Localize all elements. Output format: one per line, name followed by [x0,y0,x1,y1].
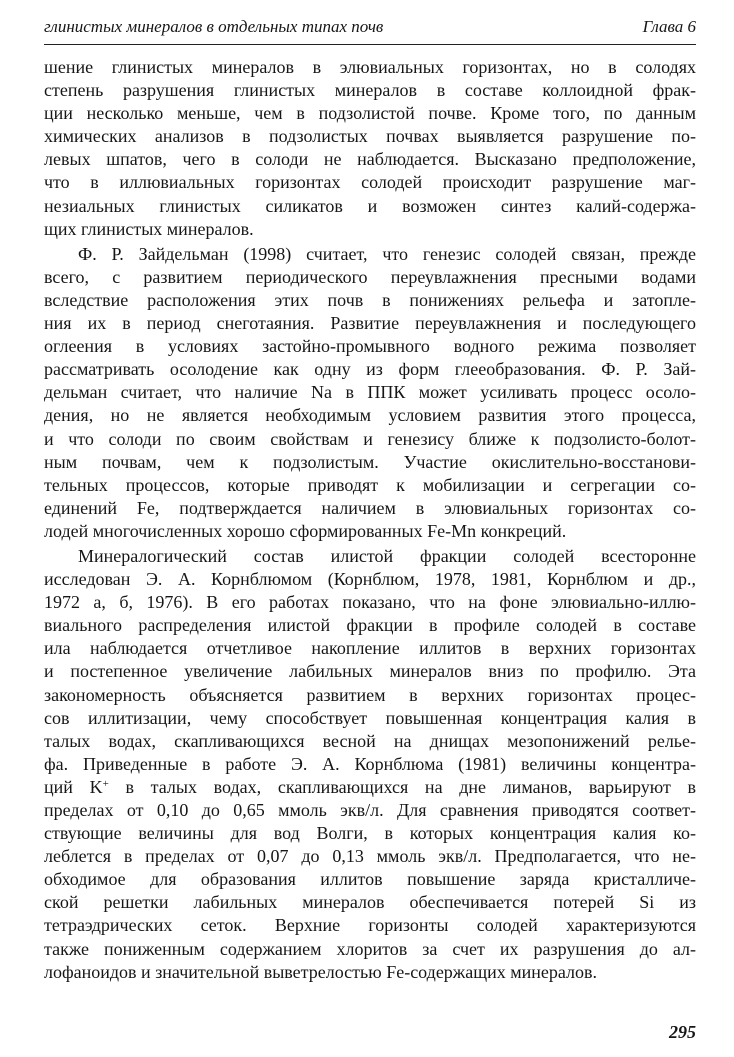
text-line: щих глинистых минералов. [44,218,254,239]
text-line: левых шпатов, чего в солоди не наблюдается. Высказано предположение, [44,149,696,170]
text-line: Ф. Р. Зайдельман (1998) считает, что генезис солодей связан, прежде [78,243,696,264]
text-line: и что солоди по своим свойствам и генезису ближе к подзолисто-болот- [44,428,696,449]
text-line: и постепенное увеличение лабильных минералов вниз по профилю. Эта [44,661,696,682]
text-line: талых водах, скапливающихся весной на днищах мезопонижений релье- [44,730,696,751]
text-line: ила наблюдается отчетливое накопление иллитов в верхних горизонтах [44,638,696,659]
text-line: всего, с развитием периодического переувлажнения пресными водами [44,266,696,287]
text-line: виального распределения илистой фракции в профиле солодей в составе [44,615,696,636]
text-line: Минералогический состав илистой фракции солодей всесторонне [78,545,696,566]
text-line: сов иллитизации, чему способствует повышенная концентрация калия в [44,707,696,728]
text-line: ным почвам, чем к подзолистым. Участие окислительно-восстанови- [44,451,696,472]
text-line: лофаноидов и значительной выветрелостью Fe-содержащих минералов. [44,961,597,982]
chapter-label: Глава 6 [642,17,696,36]
page-number: 295 [669,1022,696,1042]
text-line: тельных процессов, которые приводят к мобилизации и сегрегации со- [44,474,696,495]
paragraph [44,545,696,984]
text-line: степень разрушения глинистых минералов в составе коллоидной фрак- [44,80,696,101]
text-line: ской решетки лабильных минералов обеспечивается потерей Si из [44,892,696,913]
text-line: лодей многочисленных хорошо сформированных Fe-Mn конкреций. [44,520,567,541]
text-line: 1972 а, б, 1976). В его работах показано, что на фоне элювиально-иллю- [44,592,696,613]
text-line: дения, но не является необходимым условием развития этого процесса, [44,405,696,426]
text-line: пределах от 0,10 до 0,65 ммоль экв/л. Для сравнения приводятся соответ- [44,800,696,820]
text-line: ствующие величины для вод Волги, в которых концентрация калия ко- [44,823,696,844]
paragraph [44,56,696,241]
text-line: что в иллювиальных горизонтах солодей происходит разрушение маг- [44,172,696,193]
body-text [44,56,696,984]
header-divider [44,44,696,45]
paragraph [44,243,696,543]
text-line: вследствие расположения этих почв в понижениях рельефа и затопле- [44,289,696,310]
text-line: незиальных глинистых силикатов и возможен синтез калий-содержа- [44,195,696,216]
text-line: ций K+ в талых водах, скапливающихся на дне лиманов, варьируют в [44,776,696,797]
text-line: также пониженным содержанием хлоритов за счет их разрушения до ал- [44,938,696,959]
text-line: тетраэдрических сеток. Верхние горизонты солодей характеризуются [44,915,696,936]
text-line: закономерность объясняется развитием в верхних горизонтах процес- [44,684,696,705]
text-line: ции несколько меньше, чем в подзолистой почве. Кроме того, по данным [44,103,696,124]
text-line: исследован Э. А. Корнблюмом (Корнблюм, 1978, 1981, Корнблюм и др., [44,569,696,590]
running-header [44,12,696,42]
text-line: обходимое для образования иллитов повышение заряда кристалличе- [44,869,696,890]
text-line: оглеения в условиях застойно-промывного водного режима позволяет [44,336,696,357]
text-line: единений Fe, подтверждается наличием в элювиальных горизонтах со- [44,497,696,518]
text-line: ния их в период снеготаяния. Развитие переувлажнения и последующего [44,313,696,334]
text-line: химических анализов в подзолистых почвах выявляется разрушение по- [44,126,696,147]
running-title: глинистых минералов в отдельных типах почв [44,17,384,36]
text-line: дельман считает, что наличие Na в ППК может усиливать процесс осоло- [44,382,696,403]
text-line: леблется в пределах от 0,07 до 0,13 ммоль экв/л. Предполагается, что не- [44,846,696,867]
text-line: шение глинистых минералов в элювиальных горизонтах, но в солодях [44,57,696,77]
text-line: фа. Приведенные в работе Э. А. Корнблюма (1981) величины концентра- [44,753,696,774]
text-line: рассматривать осолодение как одну из форм глееобразования. Ф. Р. Зай- [44,359,696,380]
